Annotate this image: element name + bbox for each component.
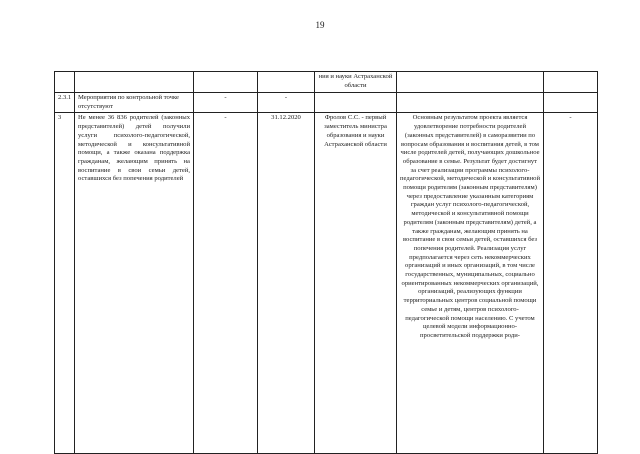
activity-name: Мероприятия по контрольной точке отсутствуют [75,93,194,113]
table-row [55,72,598,93]
result-cell [397,113,544,454]
table-cell [258,72,315,93]
executor-cell: Фролов С.С. - первый заместитель министра образования и науки Астраханской области [315,113,397,454]
executor-cell [315,93,397,113]
result-text: Основным результатом проекта является удовлетворение потребности родителей (законных представителей) в саморазвитии по вопросам образования и воспитания детей, в том числе родителей детей, получающих дошкольное образование в семье. Результат будет достигнут за счет реализации программы психолого-педагогической, методической и консультативной помощи родителям (законным представителям) через предоставление указанным категориям граждан услуг психолого-педагогической, методической и консультативной помощи родителям (законным представителям) детей, а также гражданам, желающим принять на воспитание в свои семьи детей, оставшихся без попечения родителей. Реализация услуг предполагается через сеть некоммерческих организаций и иных организаций, в том числе государственных, муниципальных, социально ориентированных некоммерческих организаций, организаций, реализующих функции территориальных центров социальной помощи семье и детям, центров психолого-педагогической помощи населению. С учетом целевой модели информационно-просветительской поддержки роди- [400,114,540,339]
table-cell [55,72,75,93]
table-cell [544,93,598,113]
activities-table [54,71,598,454]
table-cell [194,72,258,93]
notes-cell: - [544,113,598,454]
table-cell [397,72,544,93]
table-row [55,93,598,113]
executor-cell: ния и науки Астраханской области [315,72,397,93]
start-date-cell: - [194,113,258,454]
row-number: 3 [55,113,75,454]
end-date-cell: 31.12.2020 [258,113,315,454]
table-cell [544,72,598,93]
activity-name: Не менее 36 836 родителей (законных представителей) детей получили услуги психолого-педагогической, методической и консультативной помощи, а также оказана поддержка гражданам, желающим принять на воспитание в свои семьи детей, оставшихся без попечения родителей [75,113,194,454]
table-row [55,113,598,454]
row-number: 2.3.1 [55,93,75,113]
page-number: 19 [315,20,325,30]
start-date-cell: - [194,93,258,113]
end-date-cell: - [258,93,315,113]
table-cell [75,72,194,93]
result-cell [397,93,544,113]
